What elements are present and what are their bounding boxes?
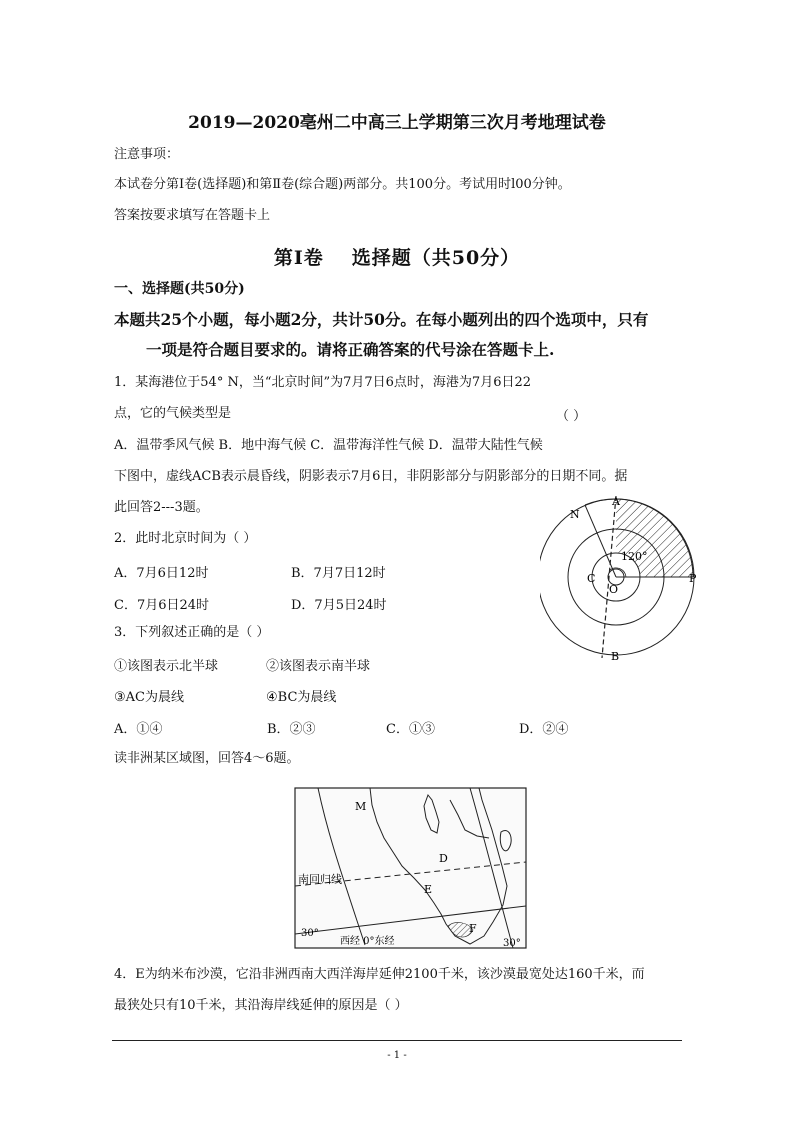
q2-option-c: C．7月6日24时	[114, 598, 210, 613]
q1-answer-paren: （ ）	[556, 409, 587, 424]
section-part: 第Ⅰ卷	[273, 247, 324, 269]
map-label-f: F	[469, 922, 477, 935]
q3-option-d: D．②④	[519, 722, 569, 737]
exam-title: 2019—2020亳州二中高三上学期第三次月考地理试卷	[188, 113, 606, 133]
label-a: A	[612, 495, 620, 508]
map-label-e: E	[424, 883, 433, 896]
map-label-d: D	[439, 852, 448, 865]
q3-statement-4: ④BC为晨线	[266, 690, 337, 705]
lon-30-label: 30°	[503, 938, 521, 949]
q1-stem-2: 点，它的气候类型是	[114, 406, 232, 421]
page-number: - 1 -	[387, 1050, 407, 1061]
label-p: P	[689, 572, 697, 585]
africa-region-map	[293, 786, 529, 951]
q4-stem-2: 最狭处只有10千米，其沿海岸线延伸的原因是（ ）	[114, 998, 408, 1013]
q2-option-a: A．7月6日12时	[114, 566, 209, 581]
part1-instruction-2: 一项是符合题目要求的。请将正确答案的代号涂在答题卡上.	[146, 340, 555, 359]
q3-stem: 3．下列叙述正确的是（ ）	[114, 625, 270, 640]
shaded-area	[585, 499, 693, 577]
q1-stem-1: 1．某海港位于54° N，当“北京时间”为7月7日6点时，海港为7月6日22	[114, 375, 532, 390]
lat-30-label: 30°	[301, 928, 319, 939]
label-o: O	[609, 583, 619, 596]
q1-options: A．温带季风气候 B．地中海气候 C．温带海洋性气候 D．温带大陆性气候	[114, 438, 543, 453]
q2-stem: 2．此时北京时间为（ ）	[114, 531, 257, 546]
part1-instruction-1: 本题共25个小题，每小题2分，共计50分。在每小题列出的四个选项中，只有	[114, 310, 649, 329]
notice-line-1: 本试卷分第Ⅰ卷(选择题)和第Ⅱ卷(综合题)两部分。共100分。考试用时l00分钟。	[114, 177, 571, 192]
intro-2-3-line-1: 下图中，虚线ACB表示晨昏线，阴影表示7月6日，非阴影部分与阴影部分的日期不同。据	[114, 469, 628, 484]
q3-statement-1: ①该图表示北半球	[114, 659, 219, 674]
q3-statement-2: ②该图表示南半球	[266, 659, 371, 674]
label-b: B	[611, 650, 620, 663]
notice-heading: 注意事项：	[114, 147, 180, 162]
angle-label: 120°	[621, 550, 648, 563]
footer-rule	[112, 1040, 682, 1041]
polar-terminator-figure	[540, 492, 710, 664]
q4-stem-1: 4．E为纳米布沙漠，它沿非洲西南大西洋海岸延伸2100千米，该沙漠最宽处达160千米，而	[114, 967, 645, 982]
map-label-m: M	[355, 800, 367, 813]
label-n: N	[570, 508, 580, 521]
q3-statement-3: ③AC为晨线	[114, 690, 184, 705]
section-heading	[0, 243, 794, 270]
q3-option-b: B．②③	[267, 722, 316, 737]
section-name: 选择题（共50分）	[351, 247, 521, 269]
notice-line-2: 答案按要求填写在答题卡上	[114, 208, 271, 223]
part1-heading: 一、选择题(共50分)	[114, 281, 245, 297]
q2-option-d: D．7月5日24时	[291, 598, 387, 613]
q2-option-b: B．7月7日12时	[291, 566, 386, 581]
q3-option-a: A．①④	[114, 722, 163, 737]
intro-2-3-line-2: 此回答2---3题。	[114, 500, 209, 515]
label-c: C	[587, 572, 596, 585]
meridian-line	[585, 505, 616, 577]
meridian-label: 西经 0°东经	[340, 936, 395, 947]
intro-4-6: 读非洲某区域图，回答4～6题。	[114, 751, 300, 766]
tropic-label: 南回归线	[298, 873, 342, 886]
q3-option-c: C．①③	[386, 722, 435, 737]
